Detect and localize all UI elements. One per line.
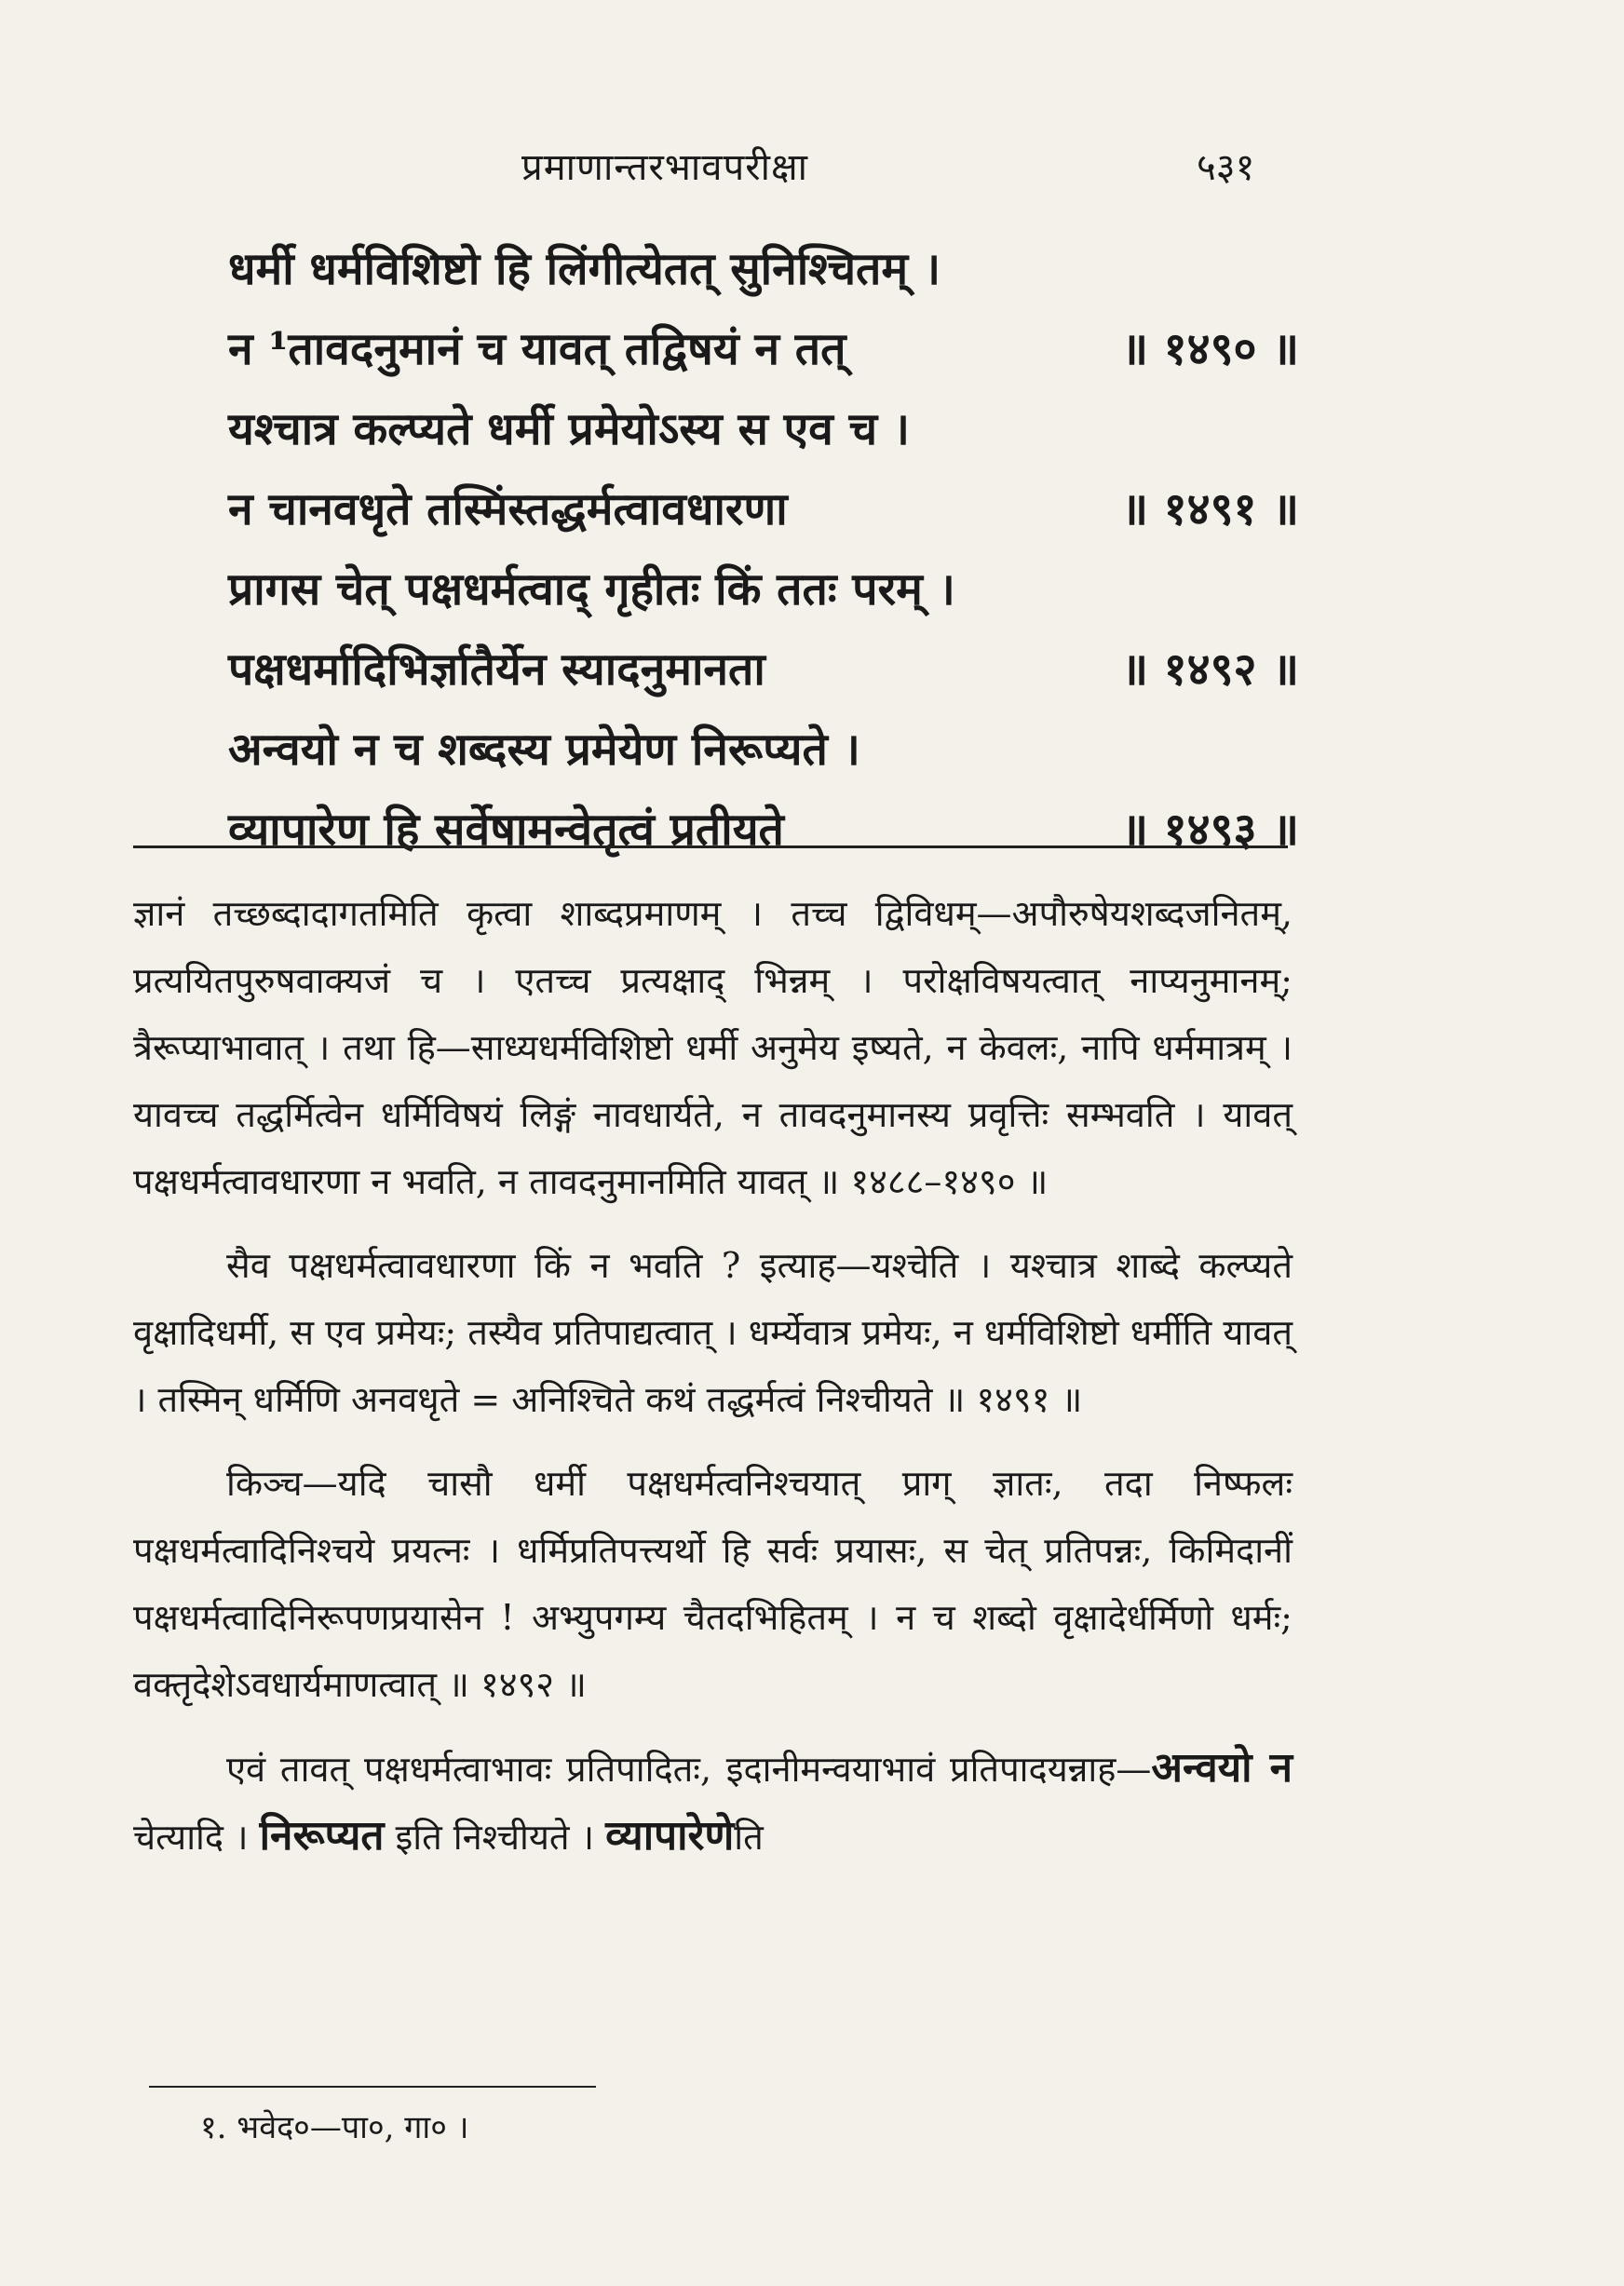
verse-number: ॥ १४९३ ॥ [1121,804,1299,856]
running-head-title: प्रमाणान्तरभावपरीक्षा [521,146,808,189]
commentary-text: सैव पक्षधर्मत्वावधारणा किं न भवति ? इत्याह—यश्चेति । यश्चात्र शाब्दे कल्प्यते वृक्षादिधर्मी, स एव प्रमेयः; तस्यैव प्रतिपाद्यत्वात् । धर्म्येवात्र प्रमेयः, न धर्मविशिष्टो धर्मीति यावत् । तस्मिन् धर्मिणि अनवधृते = अनिश्चिते कथं तद्धर्मत्वं निश्चीयते ॥ १४९१ ॥ [133,1245,1292,1420]
section-divider [133,845,1288,848]
verse-text: न चानवधृते तस्मिंस्तद्धर्मत्वावधारणा [228,483,788,535]
verse-line [228,318,1299,398]
commentary-paragraph [133,1450,1292,1718]
verse-text: पक्षधर्मादिभिर्ज्ञातैर्येन स्यादनुमानता [228,643,765,696]
verse-text: व्यापारेण हि सर्वेषामन्वेतृत्वं प्रतीयते [228,804,784,856]
commentary-paragraph [133,1735,1292,1871]
verse-text: धर्मी धर्मविशिष्टो हि लिंगीत्येतत् सुनिश्चितम् । [228,243,941,295]
verse-text: अन्वयो न च शब्दस्य प्रमेयेण निरूप्यते । [228,724,860,776]
verse-text: न ¹तावदनुमानं च यावत् तद्विषयं न तत् [228,323,846,375]
commentary-keyword: व्यापारेणे [605,1812,735,1860]
commentary-text: किञ्च—यदि चासौ धर्मी पक्षधर्मत्वनिश्चयात् प्राग् ज्ञातः, तदा निष्फलः पक्षधर्मत्वादिनिश्चये प्रयत्नः । धर्मिप्रतिपत्त्यर्थो हि सर्वः प्रयासः, स चेत् प्रतिपन्नः, किमिदानीं पक्षधर्मत्वादिनिरूपणप्रयासेन ! अभ्युपगम्य चैतदभिहितम् । न च शब्दो वृक्षादेर्धर्मिणो धर्मः; वक्तृदेशेऽवधार्यमाणत्वात् ॥ १४९२ ॥ [133,1463,1292,1705]
commentary-text: ति [734,1817,764,1858]
commentary-text: इति निश्चीयते । [384,1817,606,1858]
commentary-text: ज्ञानं तच्छब्दादागतमिति कृत्वा शाब्दप्रमाणम् । तच्च द्विविधम्—अपौरुषेयशब्दजनितम्, प्रत्ययितपुरुषवाक्यजं च । एतच्च प्रत्यक्षाद् भिन्नम् । परोक्षविषयत्वात् नाप्यनुमानम्; त्रैरूप्याभावात् । तथा हि—साध्यधर्मविशिष्टो धर्मी अनुमेय इष्यते, न केवलः, नापि धर्ममात्रम् । यावच्च तद्धर्मित्वेन धर्मिविषयं लिङ्गं नावधार्यते, न तावदनुमानस्य प्रवृत्तिः सम्भवति । यावत् पक्षधर्मत्वावधारणा न भवति, न तावदनुमानमिति यावत् ॥ १४८८–१४९० ॥ [133,893,1292,1202]
footnote-divider [149,2086,596,2088]
verse-number: ॥ १४९२ ॥ [1121,643,1299,696]
commentary-keyword: अन्वयो न [1151,1744,1292,1792]
verse-text: प्रागस चेत् पक्षधर्मत्वाद् गृहीतः किं ततः परम् । [228,563,955,615]
commentary-text: एवं तावत् पक्षधर्मत्वाभावः प्रतिपादितः, इदानीमन्वयाभावं प्रतिपादयन्नाह— [226,1749,1152,1790]
footnote: १. भवेद०—पा०, गा० । [200,2109,469,2146]
verse-line [228,638,1299,718]
commentary-text: चेत्यादि । [133,1817,260,1858]
verse-line [228,237,1299,318]
commentary-paragraph [133,1232,1292,1433]
verse-line [228,798,1299,878]
verse-number: ॥ १४९१ ॥ [1121,483,1299,535]
verse-line [228,398,1299,478]
verse-text: यश्चात्र कल्प्यते धर्मी प्रमेयोऽस्य स एव च । [228,403,910,455]
verse-line [228,718,1299,798]
verse-line [228,478,1299,558]
verse-line [228,558,1299,638]
commentary-block [133,880,1292,1887]
commentary-keyword: निरूप्यत [259,1812,385,1860]
commentary-paragraph [133,880,1292,1215]
verse-block [228,237,1299,878]
verse-number: ॥ १४९० ॥ [1121,323,1299,375]
page-number: ५३१ [1197,146,1255,189]
